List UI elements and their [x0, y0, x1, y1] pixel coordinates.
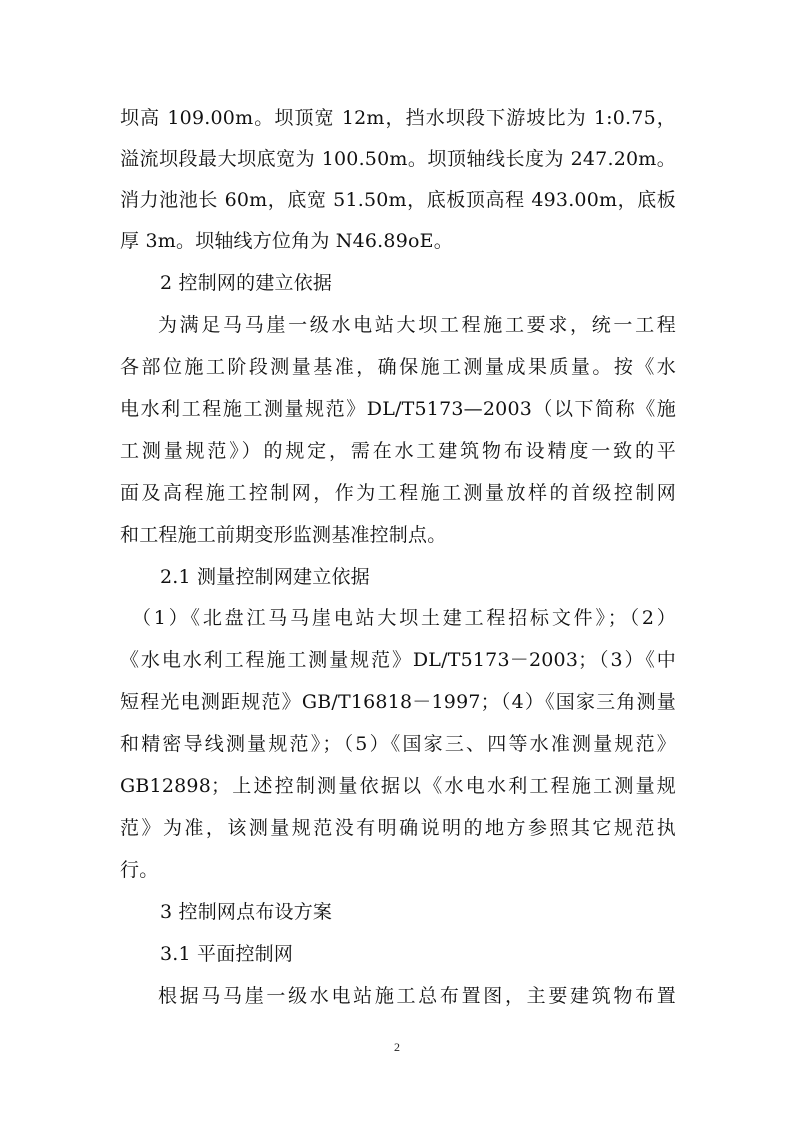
section-heading: 3 控制网点布设方案 [160, 901, 333, 923]
subsection-heading: 3.1 平面控制网 [160, 943, 294, 965]
body-text-line: 各部位施工阶段测量基准，确保施工测量成果质量。按《水 [120, 356, 676, 378]
subsection-heading: 2.1 测量控制网建立依据 [160, 566, 370, 588]
body-text-line: 根据马马崖一级水电站施工总布置图，主要建筑物布置 [158, 985, 676, 1007]
body-text-line: 消力池池长 60m，底宽 51.50m，底板顶高程 493.00m，底板 [120, 189, 676, 211]
body-text-line: 和精密导线测量规范》；（5）《国家三、四等水准测量规范》 [120, 733, 676, 755]
body-text-line: 工测量规范》）的规定，需在水工建筑物布设精度一致的平 [120, 440, 676, 462]
body-text-line: 《水电水利工程施工测量规范》DL/T5173－2003；（3）《中 [120, 649, 676, 671]
body-text-line: 面及高程施工控制网，作为工程施工测量放样的首级控制网 [120, 482, 676, 504]
body-text-line: 厚 3m。坝轴线方位角为 N46.89oE。 [120, 230, 453, 252]
page-number: 2 [394, 1040, 400, 1054]
body-text-line: 为满足马马崖一级水电站大坝工程施工要求，统一工程 [158, 314, 676, 336]
body-text-line: （1）《北盘江马马崖电站大坝土建工程招标文件》；（2） [132, 607, 676, 629]
body-text-line: 和工程施工前期变形监测基准控制点。 [120, 524, 447, 546]
body-text-line: 溢流坝段最大坝底宽为 100.50m。坝顶轴线长度为 247.20m。 [120, 148, 676, 170]
body-text-line: 电水利工程施工测量规范》DL/T5173—2003（以下简称《施 [120, 398, 676, 420]
body-text-line: 坝高 109.00m。坝顶宽 12m，挡水坝段下游坡比为 1:0.75， [120, 107, 676, 129]
body-text-line: 范》为准，该测量规范没有明确说明的地方参照其它规范执 [120, 817, 676, 839]
body-text-line: 短程光电测距规范》GB/T16818－1997；（4）《国家三角测量 [120, 691, 676, 713]
body-text-line: 行。 [120, 859, 159, 881]
body-text-line: GB12898；上述控制测量依据以《水电水利工程施工测量规 [120, 775, 676, 797]
section-heading: 2 控制网的建立依据 [160, 272, 333, 294]
